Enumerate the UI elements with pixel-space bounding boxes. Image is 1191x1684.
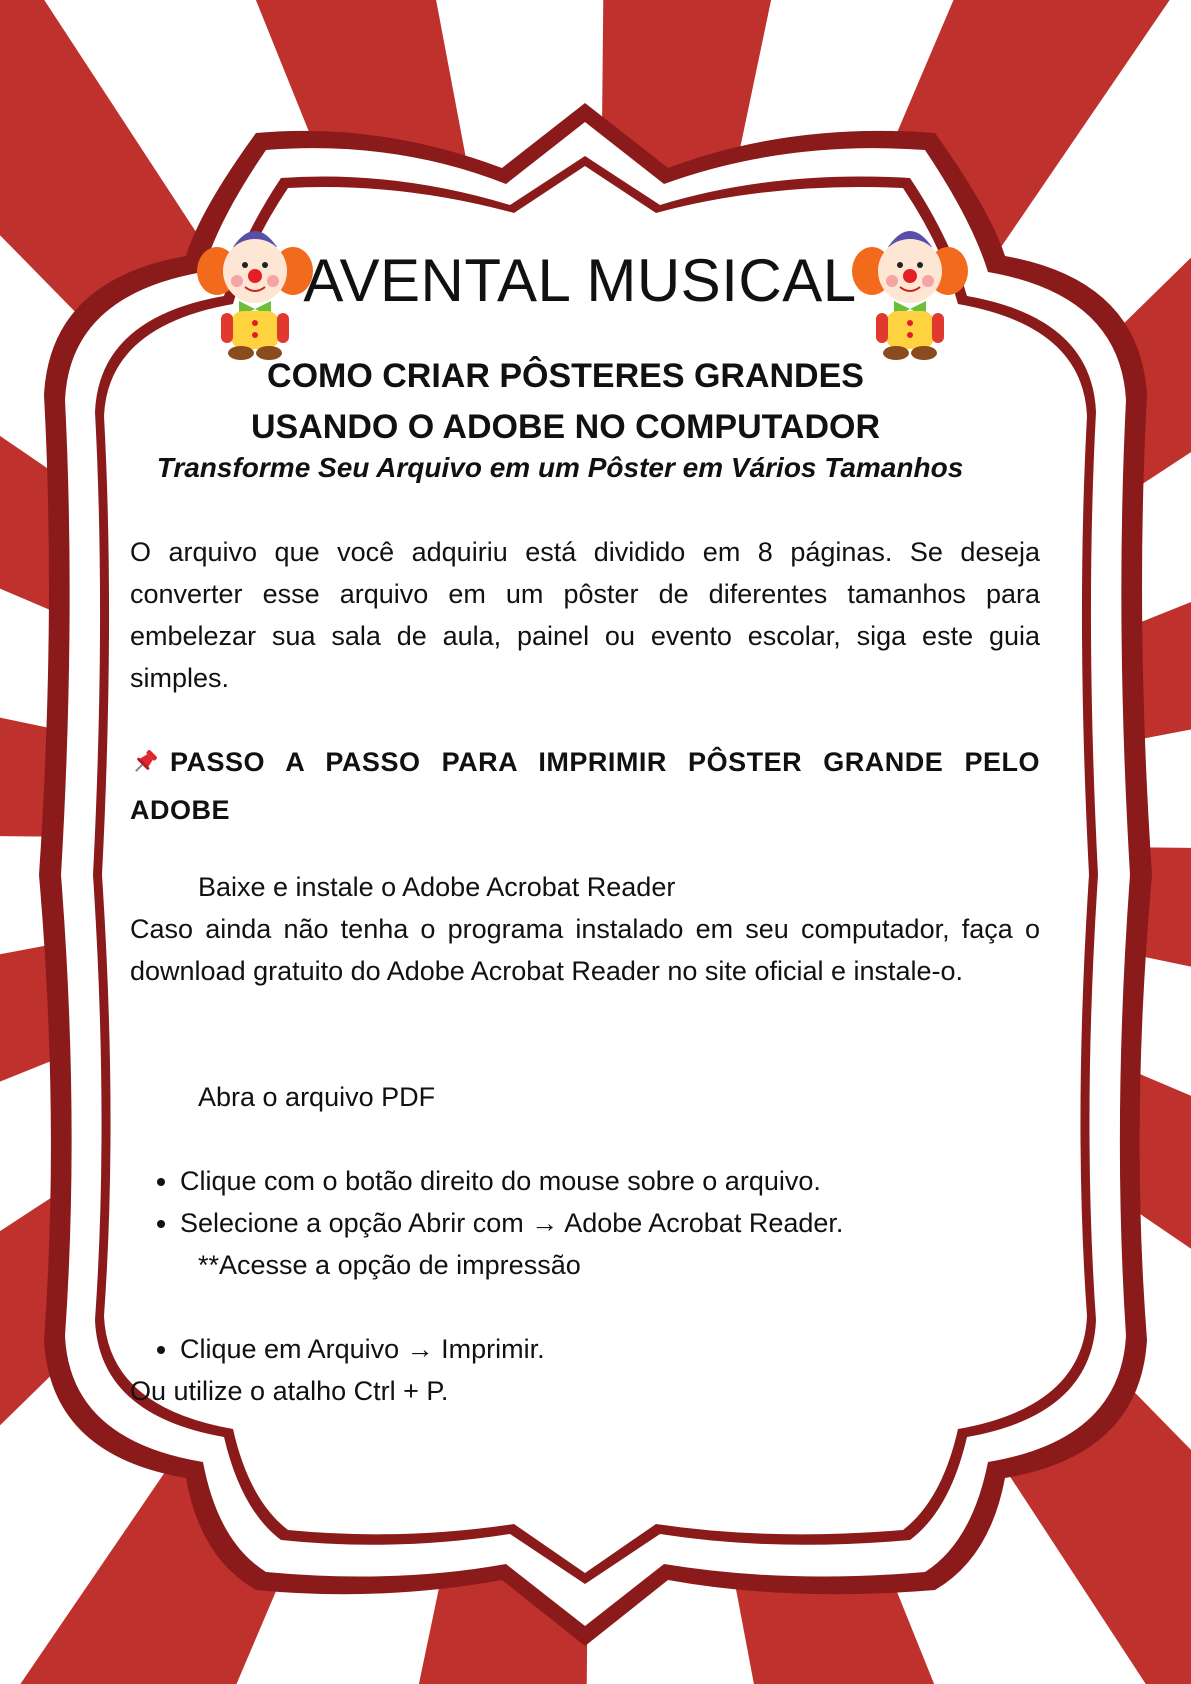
list-item: • Clique com o botão direito do mouse sobre o arquivo. — [180, 1160, 1040, 1202]
shortcut-note: Ou utilize o atalho Ctrl + P. — [130, 1376, 449, 1406]
tagline: Transforme Seu Arquivo em um Pôster em Vários Tamanhos — [156, 452, 964, 483]
step-1-title: Baixe e instale o Adobe Acrobat Reader — [198, 872, 676, 902]
pushpin-icon — [130, 747, 160, 789]
steps-heading-text: PASSO A PASSO PARA IMPRIMIR PÔSTER GRANDE PELO ADOBE — [130, 747, 1040, 825]
step-3-title: **Acesse a opção de impressão — [198, 1250, 581, 1280]
subtitle-line-1: COMO CRIAR PÔSTERES GRANDES — [267, 357, 864, 395]
list-item: • Clique em Arquivo → Imprimir. — [180, 1328, 1040, 1370]
step-3-list — [130, 1328, 1040, 1370]
steps-heading — [130, 741, 1040, 831]
subtitle-line-2: USANDO O ADOBE NO COMPUTADOR — [251, 408, 880, 446]
page-title: AVENTAL MUSICAL — [303, 247, 857, 314]
intro-paragraph: O arquivo que você adquiriu está dividido em 8 páginas. Se deseja converter esse arquivo em um pôster de diferentes tamanhos para embelezar sua sala de aula, painel ou evento escolar, siga este guia simples. — [130, 537, 1040, 693]
step-2-title: Abra o arquivo PDF — [198, 1082, 436, 1112]
list-item: • Selecione a opção Abrir com → Adobe Acrobat Reader. — [180, 1202, 1040, 1244]
step-1-description: Caso ainda não tenha o programa instalado em seu computador, faça o download gratuito do Adobe Acrobat Reader no site oficial e instale-o. — [130, 914, 1040, 986]
step-2-list — [130, 1160, 1040, 1244]
